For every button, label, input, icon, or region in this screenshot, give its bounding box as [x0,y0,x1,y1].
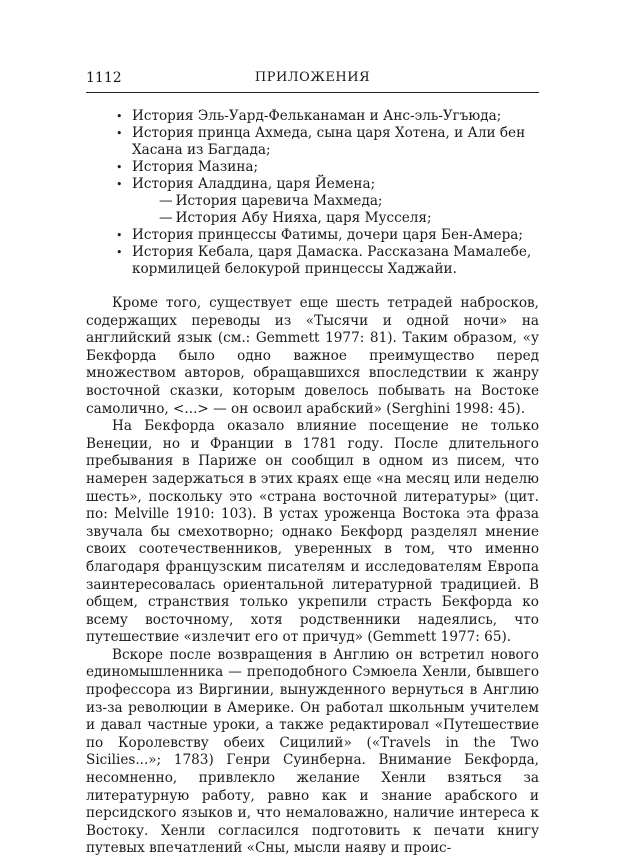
list-item-text: История принцессы Фатимы, дочери царя Бен-Амера; [132,227,523,243]
running-title: ПРИЛОЖЕНИЯ [254,70,371,85]
body-text [86,295,539,858]
sub-list-item [113,210,539,227]
list-item-text: История Мазина; [132,159,259,175]
list-item-text: История Эль-Уард-Фельканаман и Анс-эль-Угъюда; [132,108,502,124]
stories-list [113,108,539,278]
list-item-text: История Абу Нияха, царя Мусселя; [175,210,432,226]
list-item-text: История царевича Махмеда; [175,193,383,209]
sub-list-item [113,193,539,210]
list-item [113,176,539,193]
page-header [86,68,539,88]
paragraph: Кроме того, существует еще шесть тетрадей набросков, содержащих переводы из «Тысячи и одной ночи» на английский язык (см.: Gemmett 1977: 81). Таким образом, «у Бекфорда было одно важное преимущество перед множеством авторов, обращавшихся впоследствии к жанру восточной сказки, которым довелось побывать на Востоке самолично, <...> — он освоил арабский» (Serghini 1998: 45). [86,295,539,417]
bullet-mark: • [116,161,123,174]
list-item-text: История Кебала, царя Дамаска. Рассказана Мамалебе, кормилицей белокурой принцессы Хаджайи. [132,244,532,277]
list-item-text: История Аладдина, царя Йемена; [132,176,376,192]
dash-mark: — [159,210,173,226]
bullet-mark: • [116,246,123,259]
header-rule [86,92,539,93]
bullet-mark: • [116,110,123,123]
list-item [113,244,539,278]
bullet-mark: • [116,127,123,140]
list-item [113,227,539,244]
paragraph: Вскоре после возвращения в Англию он встретил нового единомышленника — преподобного Сэмюела Хенли, бывшего профессора из Виргинии, вынужденного вернуться в Англию из-за революции в Америке. Он работал школьным учителем и давал частные уроки, а также редактировал «Путешествие по Королевству обеих Сицилий» («Travels in the Two Sicilies...»; 1783) Генри Суинберна. Внимание Бекфорда, несомненно, привлекло желание Хенли взяться за литературную работу, равно как и знание арабского и персидского языков и, что немаловажно, наличие интереса к Востоку. Хенли согласился подготовить к печати книгу путевых впечатлений «Сны, мысли наяву и проис- [86,646,539,857]
bullet-mark: • [116,178,123,191]
list-item [113,125,539,159]
paragraph: На Бекфорда оказало влияние посещение не только Венеции, но и Франции в 1781 году. После длительного пребывания в Париже он сообщил в одном из писем, что намерен задержаться в этих краях еще «на месяц или неделю шесть», поскольку это «страна восточной литературы» (цит. по: Melville 1910: 103). В устах уроженца Востока эта фраза звучала бы смехотворно; однако Бекфорд разделял мнение своих соотечественников, уверенных в том, что именно благодаря французским писателям и исследователям Европа заинтересовалась ориентальной литературной традицией. В общем, странствия только укрепили страсть Бекфорда ко всему восточному, хотя родственники надеялись, что путешествие «излечит его от причуд» (Gemmett 1977: 65). [86,418,539,646]
list-item-text: История принца Ахмеда, сына царя Хотена, и Али бен Хасана из Багдада; [132,125,526,158]
list-item [113,108,539,125]
page-number: 1112 [86,70,122,86]
dash-mark: — [159,193,173,209]
bullet-mark: • [116,229,123,242]
list-item [113,159,539,176]
